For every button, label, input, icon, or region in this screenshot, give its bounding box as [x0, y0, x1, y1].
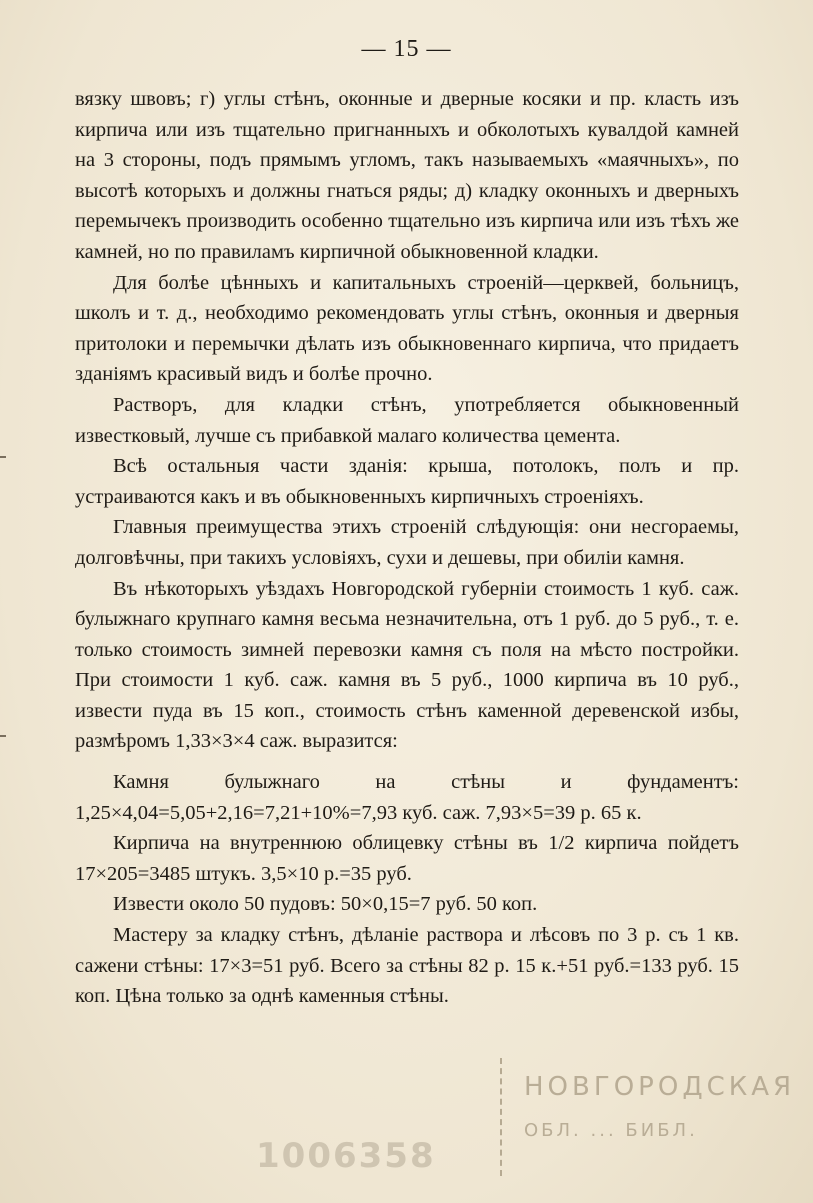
text-body: [75, 84, 739, 1012]
paragraph: вязку швовъ; г) углы стѣнъ, оконные и дверные косяки и пр. класть изъ кирпича или изъ тщательно пригнанныхъ и обколотыхъ кувалдой камней на 3 стороны, подъ прямымъ угломъ, такъ называемыхъ «маячныхъ», по высотѣ которыхъ и должны гнаться ряды; д) кладку оконныхъ и дверныхъ перемычекъ производить особенно тщательно изъ кирпича или изъ тѣхъ же камней, но по правиламъ кирпичной обыкновенной кладки.: [75, 88, 739, 263]
library-stamp: [500, 1058, 796, 1176]
paragraph: Главныя преимущества этихъ строеній слѣдующія: они несгораемы, долговѣчны, при такихъ условіяхъ, сухи и дешевы, при обиліи камня.: [75, 516, 739, 569]
paragraph: Кирпича на внутреннюю облицевку стѣны въ 1/2 кирпича пойдетъ 17×205=3485 штукъ. 3,5×10 р.=35 руб.: [75, 832, 739, 885]
paragraph: Для болѣе цѣнныхъ и капитальныхъ строеній—церквей, больницъ, школъ и т. д., необходимо рекомендовать углы стѣнъ, оконныя и дверныя притолоки и перемычки дѣлать изъ обыкновеннаго кирпича, что придаетъ зданіямъ красивый видъ и болѣе прочно.: [75, 271, 739, 386]
page-number: — 15 —: [361, 36, 452, 62]
paragraph: Въ нѣкоторыхъ уѣздахъ Новгородской губерніи стоимость 1 куб. саж. булыжнаго крупнаго камня весьма незначительна, отъ 1 руб. до 5 руб., т. е. только стоимость зимней перевозки камня съ поля на мѣсто постройки. При стоимости 1 куб. саж. камня въ 5 руб., 1000 кирпича въ 10 руб., извести пуда въ 15 коп., стоимость стѣнъ каменной деревенской избы, размѣромъ 1,33×3×4 саж. выразится:: [75, 577, 739, 753]
stamp-text: ОБЛ. ... БИБЛ.: [524, 1120, 698, 1141]
page-edge-mark: [0, 735, 6, 737]
paragraph: Камня булыжнаго на стѣны и фундаментъ: 1,25×4,04=5,05+2,16=7,21+10%=7,93 куб. саж. 7,93×5=39 р. 65 к.: [75, 771, 739, 824]
paragraph: Растворъ, для кладки стѣнъ, употребляется обыкновенный известковый, лучше съ прибавкой малаго количества цемента.: [75, 393, 739, 447]
stamp-text: НОВГОРОДСКАЯ: [524, 1072, 796, 1102]
page-edge-mark: [0, 456, 6, 458]
paragraph: Извести около 50 пудовъ: 50×0,15=7 руб. 50 коп.: [113, 893, 538, 916]
inventory-number: 1006358: [256, 1136, 436, 1176]
paragraph: Всѣ остальныя части зданія: крыша, потолокъ, полъ и пр. устраиваются какъ и въ обыкновенныхъ кирпичныхъ строеніяхъ.: [75, 455, 739, 508]
paragraph: Мастеру за кладку стѣнъ, дѣланіе раствора и лѣсовъ по 3 р. съ 1 кв. сажени стѣны: 17×3=51 руб. Всего за стѣны 82 р. 15 к.+51 руб.=133 руб. 15 коп. Цѣна только за однѣ каменныя стѣны.: [75, 924, 739, 1008]
